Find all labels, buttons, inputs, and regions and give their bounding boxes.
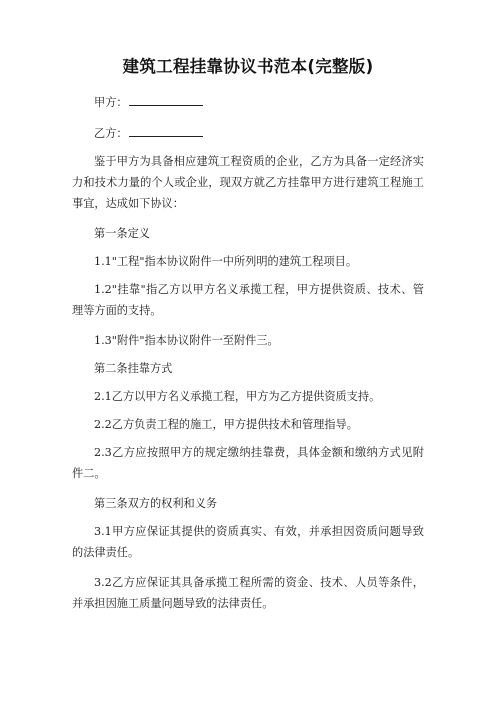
document-title: 建筑工程挂靠协议书范本(完整版) <box>122 57 374 76</box>
clause-2-2: 2.2乙方负责工程的施工，甲方提供技术和管理指导。 <box>94 418 358 431</box>
clause-1-3: 1.3"附件"指本协议附件一至附件三。 <box>94 334 279 347</box>
clause-3-2: 3.2乙方应保证其具备承揽工程所需的资金、技术、人员等条件，并承担因施工质量问题导致的法律责任。 <box>72 576 424 610</box>
party-b-blank <box>129 124 203 137</box>
clause-1-2: 1.2"挂靠"指乙方以甲方名义承揽工程，甲方提供资质、技术、管理等方面的支持。 <box>72 283 424 317</box>
article-1-heading: 第一条定义 <box>94 227 150 240</box>
article-2-heading: 第二条挂靠方式 <box>94 362 173 375</box>
party-a-line <box>72 92 424 113</box>
article-3-heading: 第三条双方的权利和义务 <box>94 497 218 510</box>
party-a-label: 甲方： <box>94 96 128 109</box>
clause-2-1: 2.1乙方以甲方名义承揽工程，甲方为乙方提供资质支持。 <box>94 390 381 403</box>
clause-1-1: 1.1"工程"指本协议附件一中所列明的建筑工程项目。 <box>94 255 358 268</box>
preamble-paragraph: 鉴于甲方为具备相应建筑工程资质的企业，乙方为具备一定经济实力和技术力量的个人或企业，现双方就乙方挂靠甲方进行建筑工程施工事宜，达成如下协议： <box>72 155 424 210</box>
party-b-label: 乙方： <box>94 127 128 140</box>
clause-2-3: 2.3乙方应按照甲方的规定缴纳挂靠费，具体金额和缴纳方式见附件二。 <box>72 446 424 480</box>
party-b-line <box>72 123 424 144</box>
clause-3-1: 3.1甲方应保证其提供的资质真实、有效，并承担因资质问题导致的法律责任。 <box>72 525 424 559</box>
party-a-blank <box>129 93 203 106</box>
